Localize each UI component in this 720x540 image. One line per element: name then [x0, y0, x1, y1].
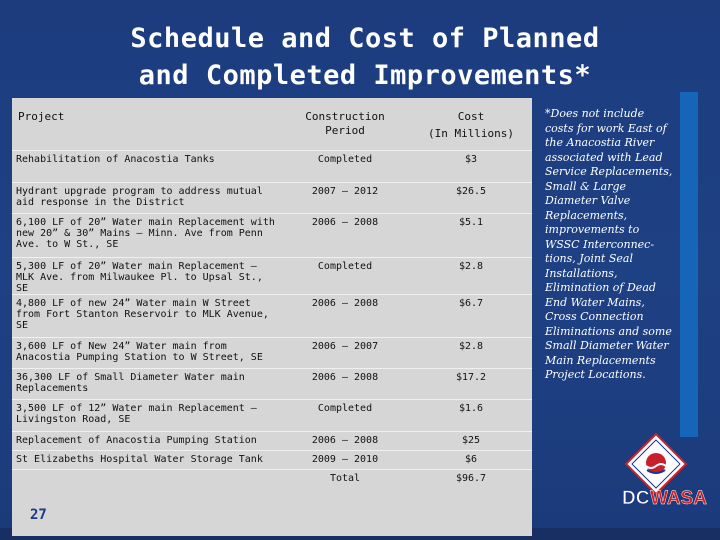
table-row	[12, 213, 532, 257]
total-row	[12, 469, 532, 489]
dcwasa-logo	[620, 430, 710, 525]
page-number: 27	[30, 507, 47, 523]
logo-text-wasa: WASA	[650, 488, 707, 509]
cell-empty	[12, 469, 280, 489]
cell-project: 6,100 LF of 20” Water main Replacement with new 20” & 30” Mains – Minn. Ave from Penn Ave. to W St., SE	[12, 213, 280, 257]
cell-project: 3,600 LF of New 24” Water main from Anacostia Pumping Station to W Street, SE	[12, 337, 280, 368]
cell-cost: $5.1	[410, 213, 532, 257]
table-row	[12, 399, 532, 431]
cell-project: Hydrant upgrade program to address mutual aid response in the District	[12, 182, 280, 213]
header-period-line-2: Period	[325, 124, 365, 137]
cell-period: 2006 – 2008	[280, 368, 410, 399]
cell-cost: $3	[410, 150, 532, 182]
table-row	[12, 450, 532, 469]
header-project: Project	[18, 110, 65, 123]
cell-project: 4,800 LF of new 24” Water main W Street from Fort Stanton Reservoir to MLK Avenue, SE	[12, 294, 280, 337]
dcwasa-logo-graphic	[620, 430, 710, 525]
header-cost-line-1: Cost	[457, 110, 485, 123]
cell-cost: $2.8	[410, 257, 532, 294]
header-cost	[410, 98, 532, 150]
globe-icon	[646, 453, 666, 473]
slide-title	[60, 20, 670, 94]
cell-cost: $25	[410, 431, 532, 450]
cell-period: 2007 – 2012	[280, 182, 410, 213]
cell-period: 2006 – 2008	[280, 213, 410, 257]
table-row	[12, 431, 532, 450]
cell-period: 2006 – 2007	[280, 337, 410, 368]
table-row	[12, 182, 532, 213]
cell-project: 3,500 LF of 12” Water main Replacement – Livingston Road, SE	[12, 399, 280, 431]
header-period-line-1: Construction	[305, 110, 385, 123]
cell-cost: $26.5	[410, 182, 532, 213]
footnote: *Does not include costs for work East of the Anacostia River associated with Lead Service Replacements, Small & Large Diameter Valve Replacements, improvements to WSSC Interconnec-tions, Joint Seal Installations, Elimination of Dead End Water Mains, Cross Connection Eliminations and some Small Diameter Water Main Replacements Project Locations.	[545, 107, 673, 381]
cell-period: 2006 – 2008	[280, 431, 410, 450]
table-row	[12, 337, 532, 368]
cell-cost: $6.7	[410, 294, 532, 337]
table-header-row	[12, 98, 532, 150]
accent-bar	[680, 92, 698, 437]
cell-project: 36,300 LF of Small Diameter Water main Replacements	[12, 368, 280, 399]
cell-period: Completed	[280, 399, 410, 431]
cell-period: 2006 – 2008	[280, 294, 410, 337]
cell-cost: $1.6	[410, 399, 532, 431]
cell-project: St Elizabeths Hospital Water Storage Tank	[12, 450, 280, 469]
total-label: Total	[280, 469, 410, 489]
total-value: $96.7	[410, 469, 532, 489]
table-row	[12, 368, 532, 399]
cell-period: Completed	[280, 150, 410, 182]
cell-period: Completed	[280, 257, 410, 294]
table-row	[12, 257, 532, 294]
table-row	[12, 150, 532, 182]
header-cost-line-2: (In Millions)	[427, 127, 515, 140]
cell-project: Rehabilitation of Anacostia Tanks	[12, 150, 280, 182]
logo-text-dc: DC	[622, 488, 650, 509]
cell-project: 5,300 LF of 20” Water main Replacement – MLK Ave. from Milwaukee Pl. to Upsal St., SE	[12, 257, 280, 294]
projects-table	[12, 98, 532, 489]
cell-cost: $2.8	[410, 337, 532, 368]
cell-period: 2009 – 2010	[280, 450, 410, 469]
title-line-1: Schedule and Cost of Planned	[130, 23, 600, 54]
header-construction-period	[280, 98, 410, 150]
cell-cost: $6	[410, 450, 532, 469]
cell-project: Replacement of Anacostia Pumping Station	[12, 431, 280, 450]
table-row	[12, 294, 532, 337]
title-line-2: and Completed Improvements*	[138, 60, 592, 91]
cell-cost: $17.2	[410, 368, 532, 399]
